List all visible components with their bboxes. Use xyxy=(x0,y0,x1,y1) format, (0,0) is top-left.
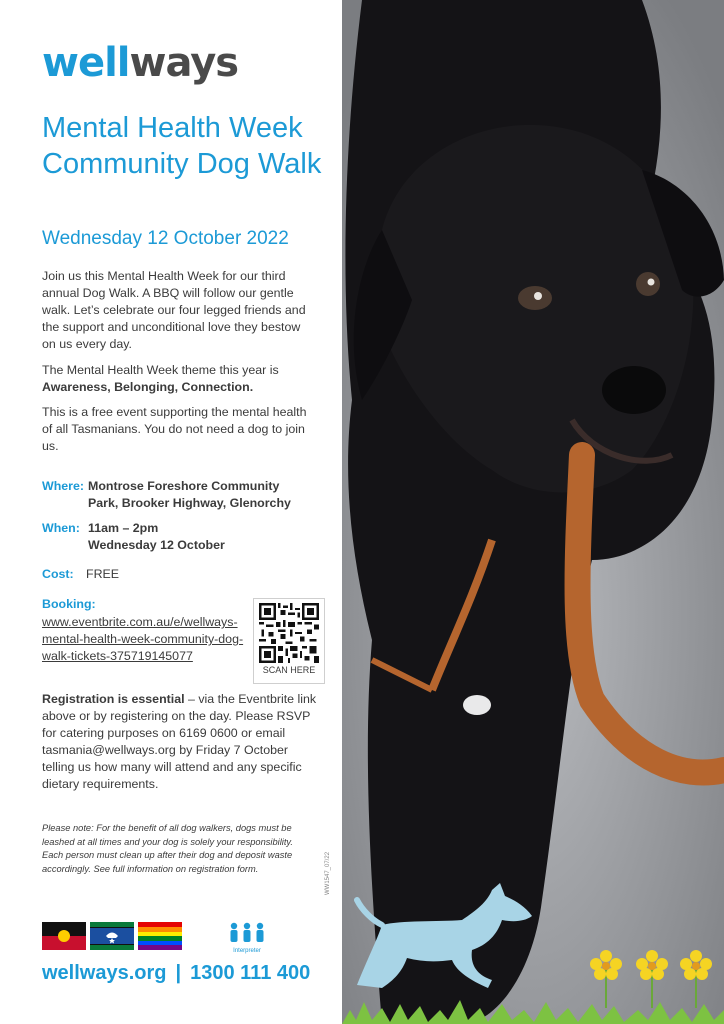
theme-words: Awareness, Belonging, Connection. xyxy=(42,380,254,394)
logo-part-ways: ways xyxy=(129,40,239,86)
footer-separator: | xyxy=(175,962,182,984)
cost-label: Cost: xyxy=(42,567,74,581)
when-date: Wednesday 12 October xyxy=(88,538,225,552)
interpreter-icon xyxy=(228,922,268,952)
torres-strait-flag-icon xyxy=(90,922,134,950)
leash-note: Please note: For the benefit of all dog walkers, dogs must be leashed at all times and your dog is solely your responsibility. Each person must clean up after their dog and deposit waste accordingly. See full information on registration form. xyxy=(42,823,293,874)
event-title: Mental Health Week Community Dog Walk xyxy=(42,112,322,180)
registration-paragraph xyxy=(42,691,322,793)
theme-text: The Mental Health Week theme this year is xyxy=(42,363,279,377)
where-row xyxy=(42,478,308,512)
when-row xyxy=(42,520,308,554)
where-value: Montrose Foreshore Community Park, Brooker Highway, Glenorchy xyxy=(88,479,291,510)
cost-value: FREE xyxy=(86,567,120,581)
qr-code-icon xyxy=(259,603,319,663)
flower-icon xyxy=(582,948,722,1008)
aboriginal-flag-icon xyxy=(42,922,86,950)
interpreter-label: Interpreter xyxy=(233,948,261,954)
footer-phone[interactable]: 1300 111 400 xyxy=(190,962,311,984)
booking-link[interactable]: www.eventbrite.com.au/e/wellways-mental-health-week-community-dog-walk-tickets-375719145077 xyxy=(42,615,244,663)
free-event-paragraph: This is a free event supporting the mental health of all Tasmanians. You do not need a dog to join us. xyxy=(42,405,307,453)
dog-silhouette-icon xyxy=(342,880,542,990)
cost-row xyxy=(42,566,119,583)
when-label: When: xyxy=(42,521,80,535)
theme-paragraph xyxy=(42,362,314,396)
footer-website[interactable]: wellways.org xyxy=(42,962,167,984)
footer-contact xyxy=(42,962,310,985)
qr-caption: SCAN HERE xyxy=(262,665,316,675)
event-date: Wednesday 12 October 2022 xyxy=(42,228,289,249)
dog-photo xyxy=(342,0,724,1024)
logo-part-well: well xyxy=(42,40,130,86)
interpreter-people-icon xyxy=(228,922,266,944)
wellways-logo xyxy=(42,40,238,86)
when-time: 11am – 2pm xyxy=(88,521,159,535)
registration-text: – via the Eventbrite link above or by registering on the day. Please RSVP for catering purposes on 6169 0600 or email tasmania@wellways.org by Friday 7 October telling us how many will attend and any specific dietary requirements. xyxy=(42,692,317,791)
black-puppy-with-leash-image xyxy=(342,0,724,1024)
where-label: Where: xyxy=(42,479,84,493)
when-value xyxy=(88,520,308,554)
registration-bold: Registration is essential xyxy=(42,692,185,706)
booking-label: Booking: xyxy=(42,597,96,611)
rainbow-flag-icon xyxy=(138,922,182,950)
document-code: WW1547_07/22 xyxy=(325,851,331,895)
intro-paragraph: Join us this Mental Health Week for our third annual Dog Walk. A BBQ will follow our gentle walk. Let’s celebrate our four legged friends and the support and unconditional love they bestow on us every day. xyxy=(42,269,306,351)
flyer-text-panel xyxy=(0,0,342,1024)
booking-qr-code[interactable] xyxy=(253,598,325,684)
